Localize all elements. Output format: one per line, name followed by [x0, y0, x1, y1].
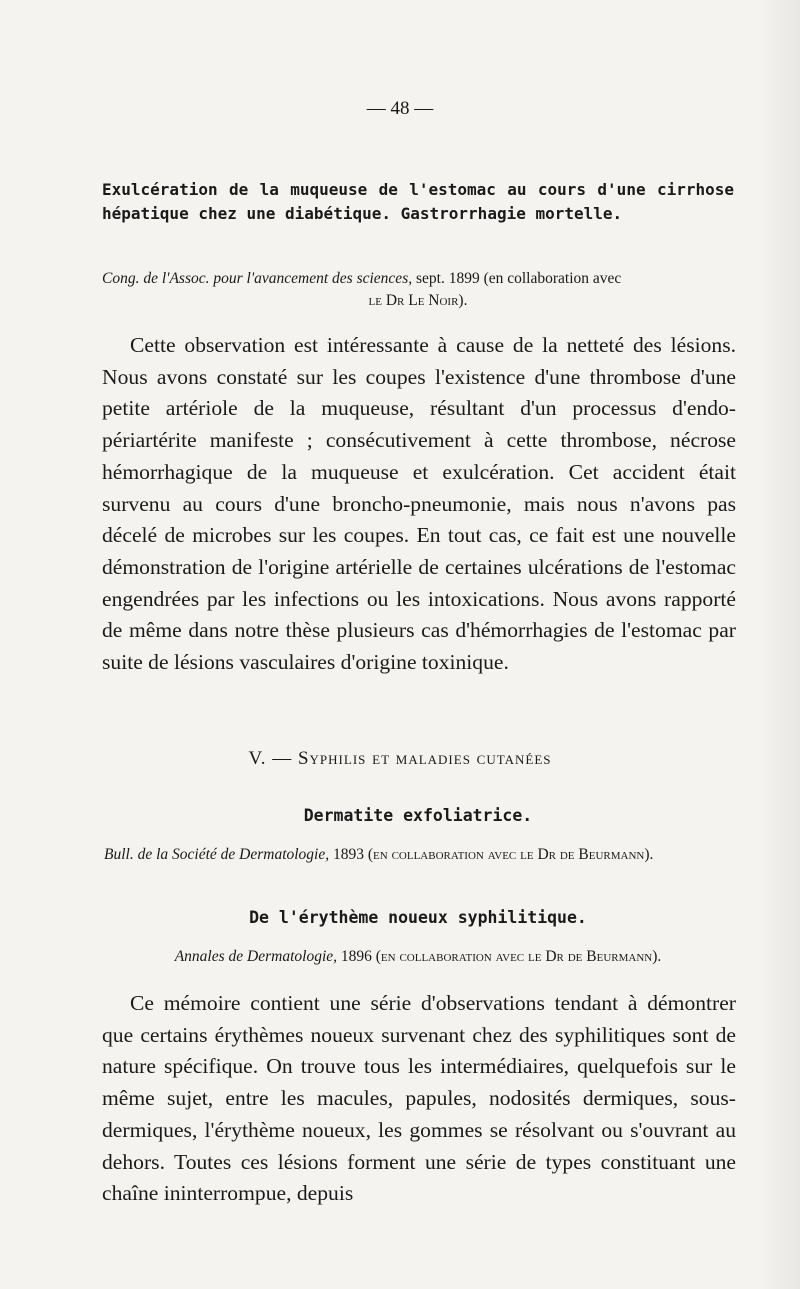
- paragraph-erytheme: Ce mémoire contient une série d'observations tendant à démontrer que certains érythèmes noueux survenant chez des syphilitiques sont de nature spécifique. On trouve tous les intermédiaires, quelquefois sur le même sujet, entre les macules, papules, nodosités dermiques, sous-dermiques, l'érythème noueux, les gommes se résolvant ou s'ouvrant au dehors. Toutes ces lésions forment une série de types constituant une chaîne ininterrompue, depuis: [102, 991, 736, 1206]
- paragraph-exulceration: Cette observation est intéressante à cause de la netteté des lésions. Nous avons constaté sur les coupes l'existence d'une thrombose d'une petite artériole de la muqueuse, résultant d'un processus d'endo-périartérite manifeste ; consécutivement à cette thrombose, nécrose hémorrhagique de la muqueuse et exulcération. Cet accident était survenu au cours d'une broncho-pneumonie, mais nous n'avons pas décelé de microbes sur les coupes. En tout cas, ce fait est une nouvelle démonstration de l'origine artérielle de certaines ulcérations de l'estomac engendrées par les infections ou les intoxications. Nous avons rapporté de même dans notre thèse plusieurs cas d'hémorrhagies de l'estomac par suite de lésions vasculaires d'origine toxinique.: [102, 333, 736, 675]
- entry-title-exulceration: Exulcération de la muqueuse de l'estomac au cours d'une cirrhose hépatique chez une diabétique. Gastrorrhagie mortelle.: [102, 180, 734, 223]
- citation-exulceration: [102, 268, 734, 290]
- citation-detail: 1893 (en collaboration avec le Dr de Beurmann).: [333, 846, 654, 863]
- citation-detail: sept. 1899 (en collaboration avec: [415, 270, 622, 287]
- entry-title-dermatite: Dermatite exfoliatrice.: [303, 806, 533, 825]
- entry-title-erytheme: De l'érythème noueux syphilitique.: [249, 908, 587, 927]
- citation-source: Annales de Dermatologie,: [174, 948, 338, 965]
- citation-source: Cong. de l'Assoc. pour l'avancement des sciences,: [102, 270, 413, 287]
- page-number: — 48 —: [366, 98, 434, 119]
- citation-detail: 1896 (en collaboration avec le Dr de Beurmann).: [340, 948, 662, 965]
- citation-erytheme: [102, 946, 734, 968]
- citation-dermatite: [104, 844, 764, 866]
- page-edge-shadow: [760, 0, 800, 1289]
- citation-exulceration-line2: le Dr Le Noir).: [368, 292, 468, 309]
- citation-source: Bull. de la Société de Dermatologie,: [104, 846, 330, 863]
- section-heading-syphilis: V. — Syphilis et maladies cutanées: [248, 748, 552, 769]
